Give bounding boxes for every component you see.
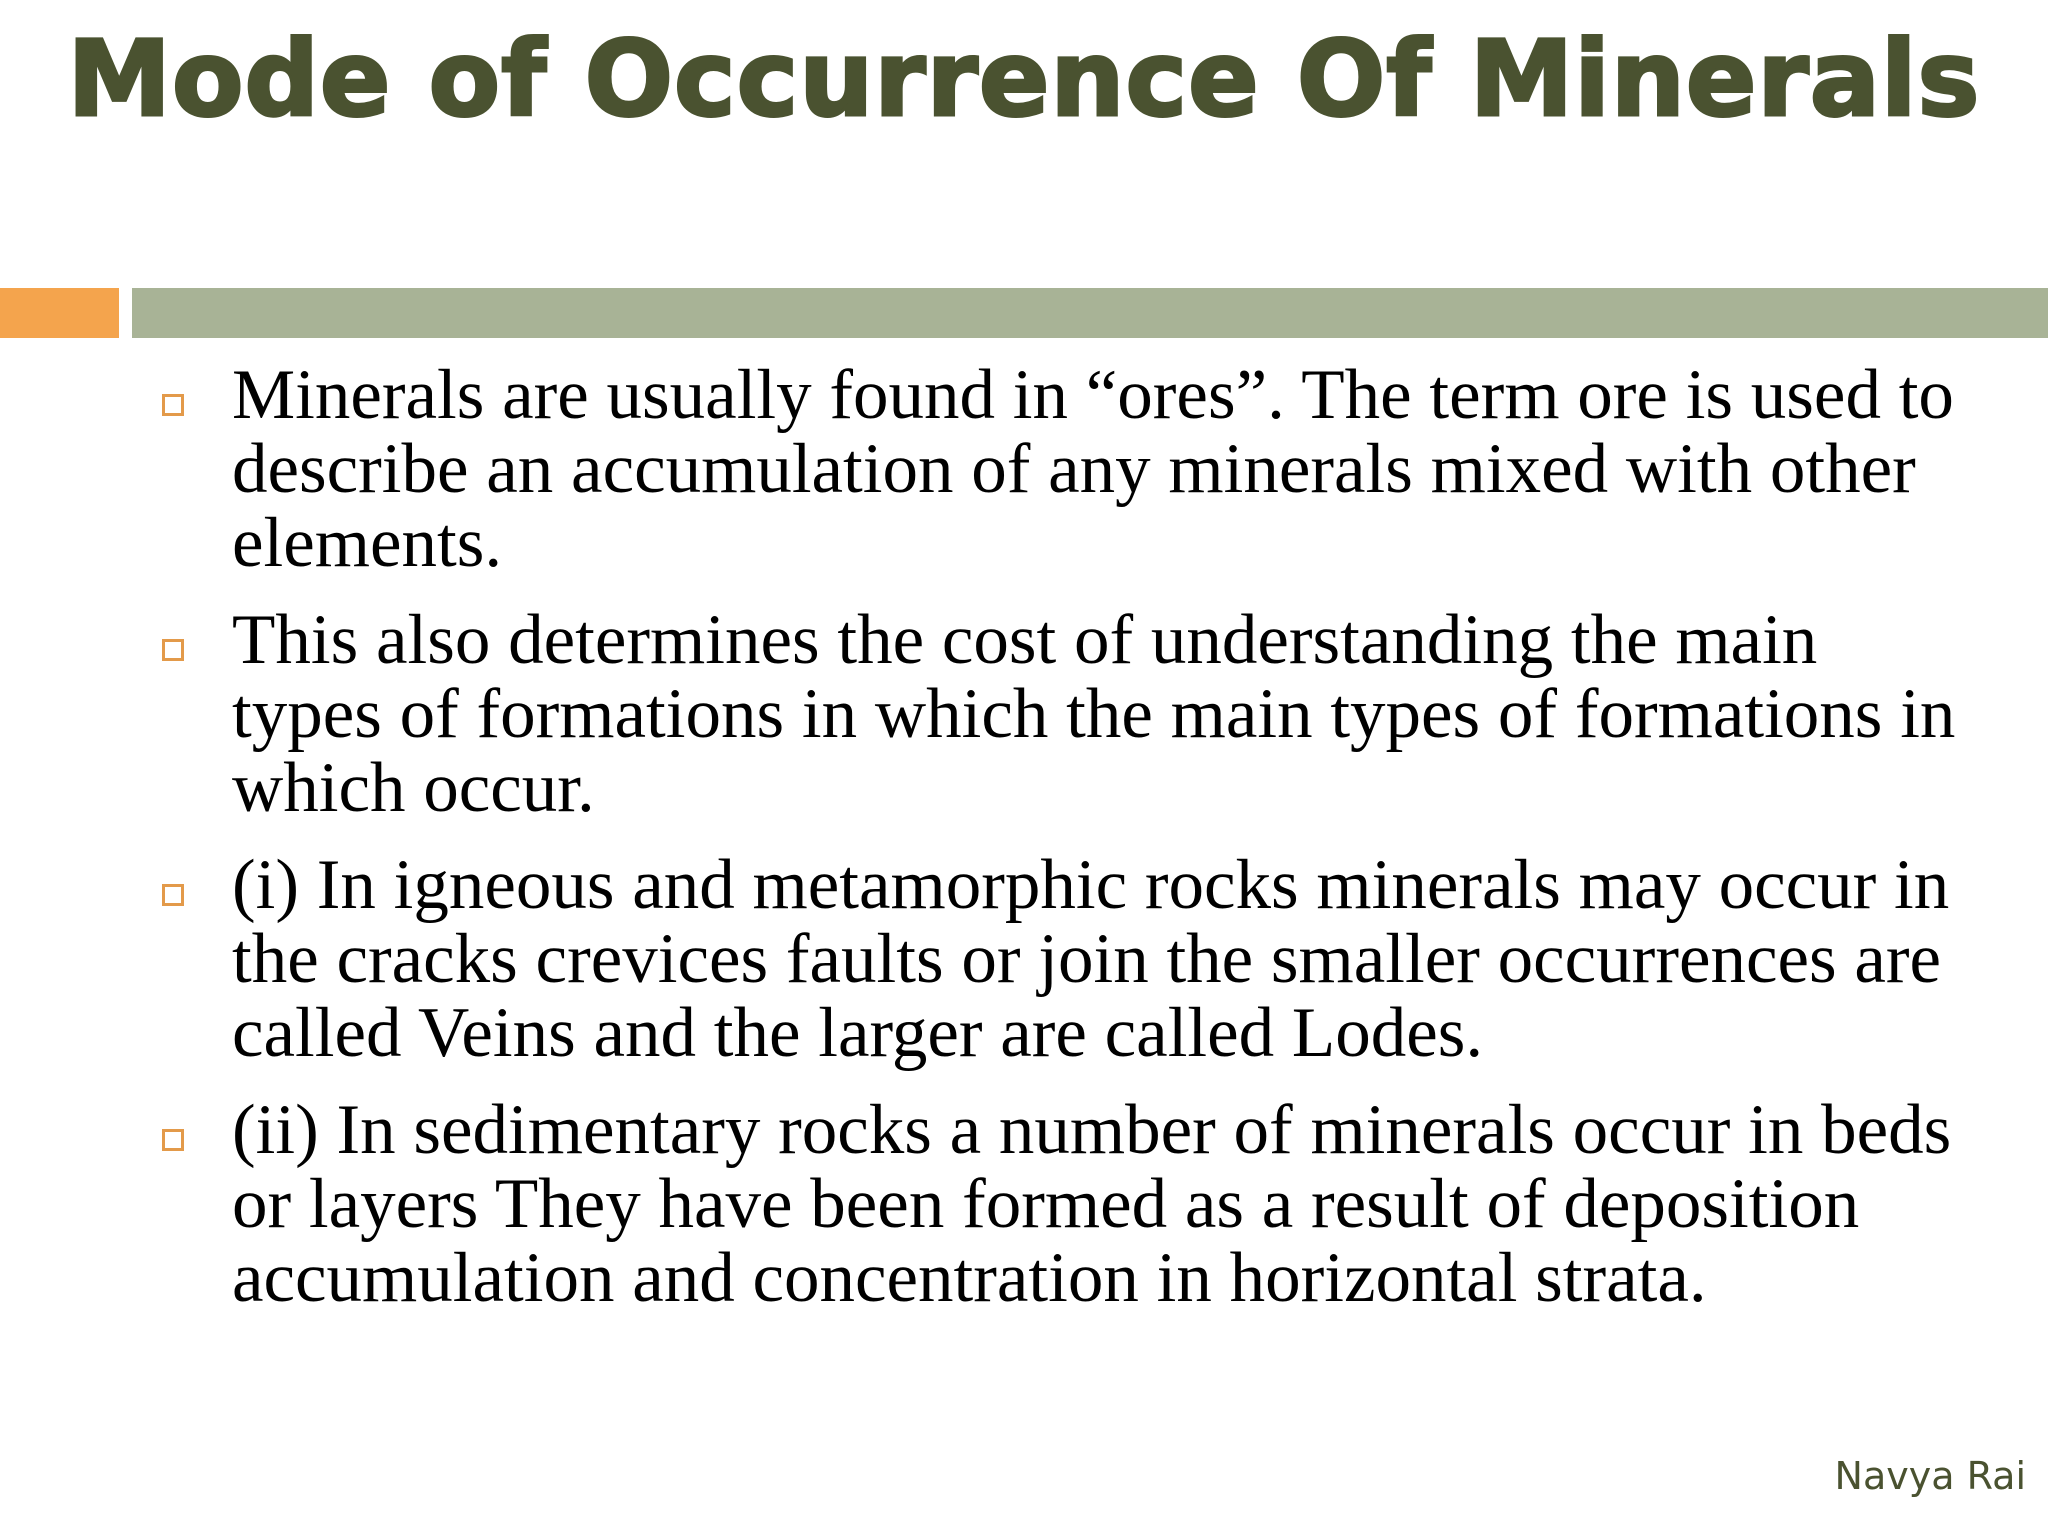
bullet-list	[160, 358, 1960, 1338]
bullet-item	[160, 848, 1960, 1070]
bullet-item	[160, 358, 1960, 580]
footer-author: Navya Rai	[1834, 1454, 2026, 1498]
bullet-item	[160, 603, 1960, 825]
bullet-text: (i) In igneous and metamorphic rocks minerals may occur in the cracks crevices faults or join the smaller occurrences are called Veins and the larger are called Lodes.	[232, 846, 1950, 1072]
bullet-item	[160, 1093, 1960, 1315]
hollow-square-icon	[162, 639, 184, 661]
bullet-text: This also determines the cost of understanding the main types of formations in which the main types of formations in which occur.	[232, 601, 1956, 827]
bullet-text: Minerals are usually found in “ores”. The term ore is used to describe an accumulation of any minerals mixed with other elements.	[232, 356, 1954, 582]
accent-bar-green	[132, 288, 2048, 338]
hollow-square-icon	[162, 1129, 184, 1151]
hollow-square-icon	[162, 884, 184, 906]
hollow-square-icon	[162, 394, 184, 416]
bullet-text: (ii) In sedimentary rocks a number of minerals occur in beds or layers They have been formed as a result of deposition accumulation and concentration in horizontal strata.	[232, 1091, 1952, 1317]
slide-title: Mode of Occurrence Of Minerals	[67, 18, 1981, 140]
accent-bar-orange	[0, 288, 119, 338]
